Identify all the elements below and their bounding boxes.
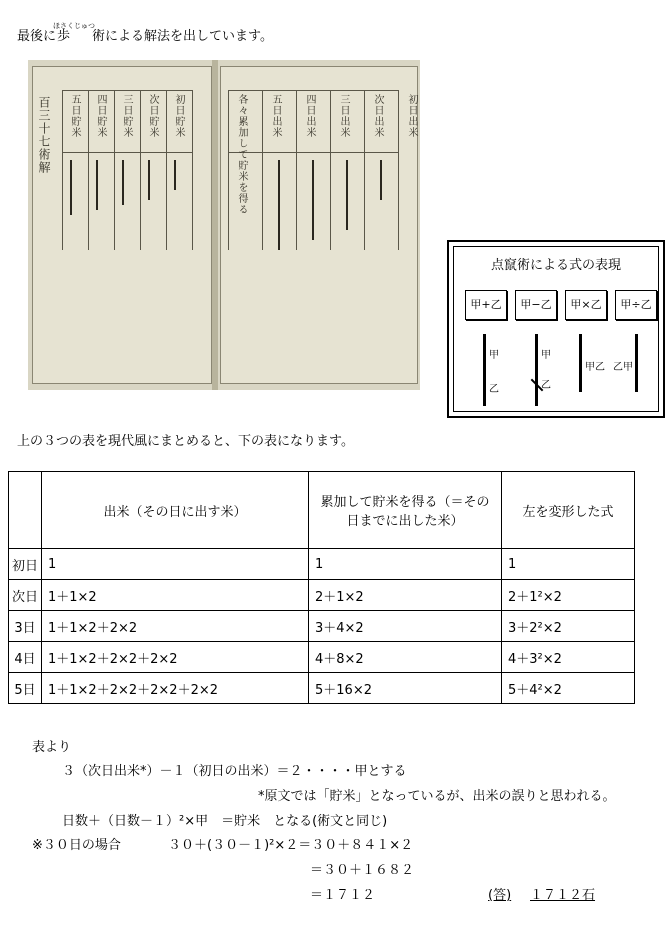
calc-line3: ＝１７１２	[310, 888, 376, 903]
row-col3: 4＋3²×2	[502, 642, 635, 673]
row-col2: 5＋16×2	[309, 673, 502, 704]
rod-add	[483, 334, 486, 406]
summary-table	[8, 471, 635, 704]
notation-title: 点竄術による式の表現	[490, 258, 621, 273]
table-row	[9, 642, 635, 673]
notation-panel	[447, 240, 665, 418]
intro-ruby: ほさくじゅつ	[53, 22, 96, 30]
op-mul: 甲×乙	[565, 290, 607, 320]
table-row	[9, 580, 635, 611]
explanation-note: *原文では「貯米」となっているが、出米の誤りと思われる。	[258, 789, 616, 804]
header-col3: 左を変形した式	[502, 472, 635, 549]
intro-term: 歩	[53, 29, 78, 44]
row-col2: 4＋8×2	[309, 642, 502, 673]
op-add: 甲+乙	[465, 290, 507, 320]
explanation-line1: ３（次日出米*）－１（初日の出米）＝２・・・・甲とする	[62, 764, 407, 779]
row-col1: 1＋1×2＋2×2＋2×2＋2×2	[42, 673, 309, 704]
scan-right-h3: 三日出米	[338, 94, 349, 138]
row-col2: 1	[309, 549, 502, 580]
row-col3: 3＋2²×2	[502, 611, 635, 642]
case-label: ※３０日の場合	[32, 838, 121, 853]
term-with-ruby	[53, 22, 96, 44]
scan-right-h2: 次日出米	[372, 94, 383, 138]
row-day: 5日	[9, 673, 42, 704]
sub-otsu-label: 乙	[541, 380, 551, 391]
scan-right-caption: 各々累加して貯米を得る	[236, 94, 247, 215]
row-col3: 2＋1²×2	[502, 580, 635, 611]
row-col1: 1＋1×2＋2×2＋2×2	[42, 642, 309, 673]
answer-label: (答)	[488, 888, 512, 903]
add-otsu-label: 乙	[489, 384, 499, 395]
intro-text	[17, 22, 273, 44]
row-day: 次日	[9, 580, 42, 611]
div-label-left: 乙甲	[613, 362, 633, 373]
mul-label: 甲乙	[585, 362, 605, 373]
row-col2: 2＋1×2	[309, 580, 502, 611]
calc-line2: ＝３０＋１６８２	[310, 863, 415, 878]
rod-mul	[579, 334, 582, 392]
row-day: 初日	[9, 549, 42, 580]
row-col1: 1＋1×2	[42, 580, 309, 611]
scan-right-h1: 初日出米	[406, 94, 417, 138]
header-col1: 出米（その日に出す米）	[42, 472, 309, 549]
op-div: 甲÷乙	[615, 290, 657, 320]
scan-left-caption: 百三十七術解	[37, 96, 51, 174]
op-sub: 甲−乙	[515, 290, 557, 320]
row-col2: 3＋4×2	[309, 611, 502, 642]
rod-div	[635, 334, 638, 392]
row-day: 4日	[9, 642, 42, 673]
calc-line1: ３０＋(３０－１)²×２＝３０＋８４１×２	[168, 838, 414, 853]
intro-before: 最後に	[17, 29, 57, 44]
summary-text: 上の３つの表を現代風にまとめると、下の表になります。	[17, 434, 354, 449]
row-col3: 5＋4²×2	[502, 673, 635, 704]
header-blank	[9, 472, 42, 549]
intro-tail: 術による解法を出しています。	[92, 29, 273, 44]
sub-kou-label: 甲	[541, 350, 551, 361]
rod-sub	[535, 334, 538, 406]
scanned-book-image	[28, 60, 420, 390]
right-page	[220, 66, 418, 384]
scan-left-h1: 初日貯米	[173, 94, 184, 138]
scan-left-h4: 四日貯米	[95, 94, 106, 138]
scan-right-h5: 五日出米	[270, 94, 281, 138]
row-col1: 1＋1×2＋2×2	[42, 611, 309, 642]
row-col1: 1	[42, 549, 309, 580]
add-kou-label: 甲	[489, 350, 499, 361]
table-row	[9, 673, 635, 704]
explanation-line2: 日数＋（日数－１）²×甲 ＝貯米 となる(術文と同じ)	[62, 814, 388, 829]
scan-left-h5: 五日貯米	[69, 94, 80, 138]
explanation-heading: 表より	[32, 740, 72, 755]
row-col3: 1	[502, 549, 635, 580]
answer-value: １７１２石	[530, 888, 596, 903]
header-col2: 累加して貯米を得る（＝その日までに出した米）	[309, 472, 502, 549]
table-row	[9, 611, 635, 642]
scan-left-h2: 次日貯米	[147, 94, 158, 138]
row-day: 3日	[9, 611, 42, 642]
table-header-row	[9, 472, 635, 549]
book-spine	[212, 60, 218, 390]
scan-left-h3: 三日貯米	[121, 94, 132, 138]
table-row	[9, 549, 635, 580]
scan-right-h4: 四日出米	[304, 94, 315, 138]
